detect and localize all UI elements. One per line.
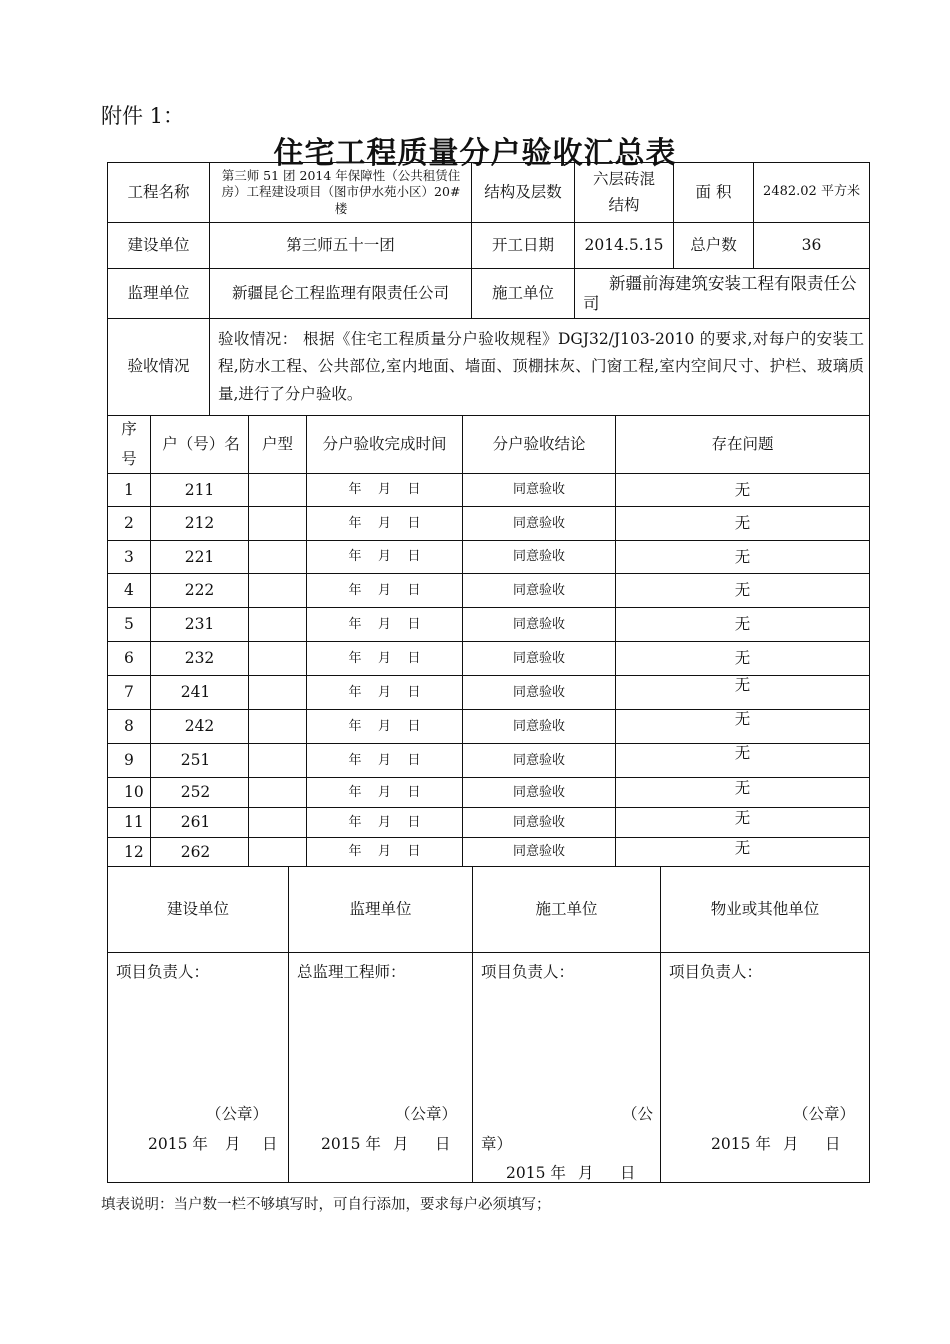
row-unit: 211 — [184, 480, 215, 499]
row-unit: 252 — [180, 783, 211, 802]
sign-org-builder: 建设单位 — [166, 899, 229, 918]
row-result: 同意验收 — [512, 814, 565, 830]
row-type — [249, 839, 306, 866]
row-no: 2 — [124, 514, 134, 533]
row-date: 年 月 日 — [348, 684, 421, 700]
project-name-label: 工程名称 — [127, 182, 190, 201]
row-no: 7 — [124, 683, 134, 702]
row-no: 9 — [124, 751, 134, 770]
sign-role-supervisor: 总监理工程师： — [297, 963, 406, 981]
row-unit: 232 — [184, 649, 215, 668]
row-result: 同意验收 — [512, 482, 565, 498]
row-unit: 261 — [180, 813, 211, 832]
header-date: 分户验收完成时间 — [322, 434, 447, 453]
row-issue: 无 — [734, 581, 751, 600]
row-issue: 无 — [734, 809, 751, 828]
start-date-value: 2014.5.15 — [584, 235, 664, 254]
row-no: 1 — [124, 480, 134, 499]
row-no: 6 — [124, 649, 134, 668]
row-date: 年 月 日 — [348, 515, 421, 531]
row-date: 年 月 日 — [348, 549, 421, 565]
row-date: 年 月 日 — [348, 616, 421, 632]
sign-year-builder: 2015 年 — [148, 1135, 208, 1153]
footnote: 填表说明：当户数一栏不够填写时，可自行添加，要求每户必须填写； — [101, 1197, 551, 1213]
row-unit: 242 — [184, 717, 215, 736]
sign-role-contractor: 项目负责人： — [481, 963, 575, 981]
row-issue: 无 — [734, 838, 751, 857]
sign-day-supervisor: 日 — [435, 1135, 451, 1153]
seal-contractor-a: （公 — [622, 1105, 654, 1123]
row-issue: 无 — [734, 744, 751, 763]
header-result: 分户验收结论 — [492, 434, 586, 453]
households-label: 总户数 — [690, 235, 737, 254]
row-no: 10 — [124, 783, 144, 802]
row-unit: 241 — [180, 683, 211, 702]
structure-label: 结构及层数 — [484, 182, 562, 201]
row-no: 11 — [124, 813, 144, 832]
seal-property: （公章） — [793, 1105, 856, 1123]
supervisor-value: 新疆昆仑工程监理有限责任公司 — [231, 283, 449, 302]
row-unit: 221 — [184, 547, 215, 566]
row-result: 同意验收 — [512, 616, 565, 632]
sign-year-supervisor: 2015 年 — [321, 1135, 381, 1153]
seal-builder: （公章） — [206, 1105, 269, 1123]
row-unit: 262 — [180, 842, 211, 861]
inspection-text: 验收情况： 根据《住宅工程质量分户验收规程》DGJ32/J103-2010 的要求,对每户的安装工程,防水工程、公共部位,室内地面、墙面、顶棚抹灰、门窗工程,室内空间尺寸、护栏、玻璃质量,进行了分户验收。 — [218, 330, 864, 403]
row-date: 年 月 日 — [348, 844, 421, 860]
sign-month-supervisor: 月 — [393, 1135, 409, 1153]
row-issue: 无 — [734, 710, 751, 729]
page-title: 住宅工程质量分户验收汇总表 — [273, 136, 677, 171]
row-no: 4 — [124, 581, 134, 600]
row-type — [249, 475, 306, 506]
row-date: 年 月 日 — [348, 784, 421, 800]
sign-day-contractor: 日 — [620, 1164, 636, 1182]
sign-role-property: 项目负责人： — [669, 963, 763, 981]
row-type — [249, 508, 306, 540]
structure-value: 六层砖混结构 — [593, 169, 656, 214]
row-date: 年 月 日 — [348, 582, 421, 598]
row-result: 同意验收 — [512, 752, 565, 768]
sign-org-supervisor: 监理单位 — [349, 899, 412, 918]
row-type — [249, 809, 306, 837]
row-type — [249, 677, 306, 709]
row-result: 同意验收 — [512, 844, 565, 860]
area-label: 面 积 — [695, 182, 732, 201]
sign-month-property: 月 — [783, 1135, 799, 1153]
inspection-label: 验收情况 — [127, 357, 190, 376]
supervisor-label: 监理单位 — [127, 283, 190, 302]
row-no: 5 — [124, 615, 134, 634]
row-type — [249, 711, 306, 743]
row-unit: 231 — [184, 615, 215, 634]
row-issue: 无 — [734, 615, 751, 634]
sign-year-contractor: 2015 年 — [506, 1164, 566, 1182]
project-name-value: 第三师 51 团 2014 年保障性（公共租赁住房）工程建设项目（图市伊水苑小区）20#楼 — [221, 168, 461, 216]
row-date: 年 月 日 — [348, 650, 421, 666]
row-type — [249, 575, 306, 607]
row-unit: 212 — [184, 514, 215, 533]
households-value: 36 — [801, 235, 822, 254]
row-issue: 无 — [734, 514, 751, 533]
header-type: 户型 — [261, 434, 293, 453]
sign-day-builder: 日 — [262, 1135, 278, 1153]
row-no: 8 — [124, 717, 134, 736]
row-type — [249, 609, 306, 641]
row-no: 12 — [124, 842, 144, 861]
row-issue: 无 — [734, 676, 751, 695]
row-no: 3 — [124, 547, 134, 566]
header-no: 序号 — [121, 420, 137, 468]
area-value: 2482.02 平方米 — [763, 184, 860, 200]
start-date-label: 开工日期 — [491, 235, 554, 254]
row-type — [249, 542, 306, 573]
row-type — [249, 643, 306, 675]
header-unit: 户（号）名 — [162, 434, 240, 453]
contractor-value: 新疆前海建筑安装工程有限责任公司 — [583, 273, 857, 313]
row-result: 同意验收 — [512, 549, 565, 565]
row-result: 同意验收 — [512, 650, 565, 666]
sign-org-contractor: 施工单位 — [535, 899, 598, 918]
row-result: 同意验收 — [512, 582, 565, 598]
builder-label: 建设单位 — [127, 235, 190, 254]
row-issue: 无 — [734, 779, 751, 798]
row-date: 年 月 日 — [348, 752, 421, 768]
sign-role-builder: 项目负责人： — [116, 963, 210, 981]
sign-org-property: 物业或其他单位 — [710, 899, 820, 918]
row-date: 年 月 日 — [348, 718, 421, 734]
builder-value: 第三师五十一团 — [286, 235, 395, 254]
row-issue: 无 — [734, 547, 751, 566]
row-result: 同意验收 — [512, 684, 565, 700]
contractor-label: 施工单位 — [491, 283, 554, 302]
sign-year-property: 2015 年 — [711, 1135, 771, 1153]
row-result: 同意验收 — [512, 784, 565, 800]
row-type — [249, 779, 306, 807]
row-unit: 251 — [180, 751, 211, 770]
sign-month-contractor: 月 — [578, 1164, 594, 1182]
seal-contractor-b: 章） — [481, 1135, 513, 1153]
header-issue: 存在问题 — [711, 434, 774, 453]
row-type — [249, 745, 306, 777]
row-issue: 无 — [734, 649, 751, 668]
row-unit: 222 — [184, 581, 215, 600]
row-result: 同意验收 — [512, 718, 565, 734]
row-issue: 无 — [734, 480, 751, 499]
row-date: 年 月 日 — [348, 814, 421, 830]
row-result: 同意验收 — [512, 515, 565, 531]
row-date: 年 月 日 — [348, 482, 421, 498]
sign-month-builder: 月 — [225, 1135, 241, 1153]
sign-day-property: 日 — [825, 1135, 841, 1153]
attachment-label: 附件 1： — [101, 104, 185, 128]
seal-supervisor: （公章） — [395, 1105, 458, 1123]
